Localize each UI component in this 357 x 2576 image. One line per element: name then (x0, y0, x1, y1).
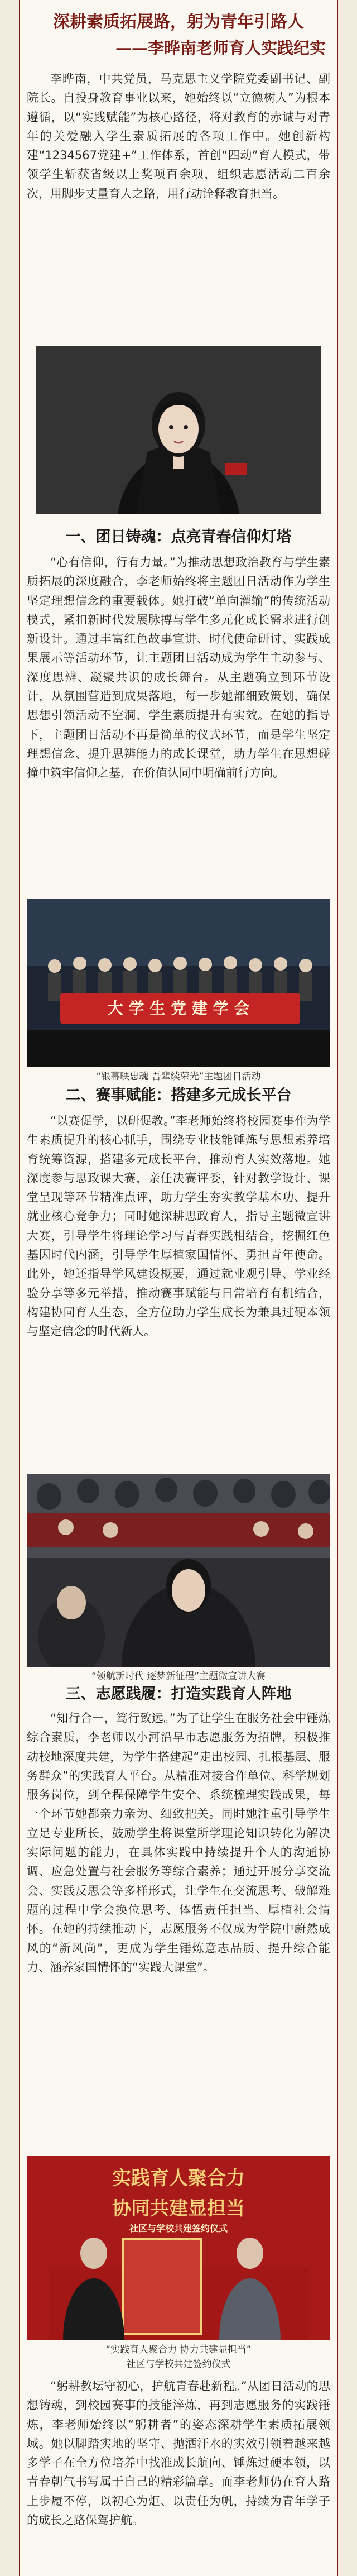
section3-banner-line1: 实践育人聚合力 (112, 2167, 245, 2190)
intro-section (27, 69, 330, 203)
portrait-photo (36, 346, 321, 514)
section3-caption-line1: “实践育人聚合力 协力共建显担当” (105, 2344, 252, 2355)
title-sub: ——李晔南老师育人实践纪实 (115, 39, 326, 58)
section2-body (27, 1111, 330, 1341)
section1-paragraph: “心有信仰，行有力量。”为推动思想政治教育与学生素质拓展的深度融合，李老师始终将主题团日活动作为学生坚定理想信念的重要载体。她打破“单向灌输”的传统活动模式，紧扣新时代发展脉搏与学生多元化成长需求进行创新设计。通过丰富红色故事宣讲、时代使命研讨、实践成果展示等活动环节，让主题团日活动成为学生主动参与、深度思辨、凝聚共识的成长舞台。从主题确立到环节设计，从氛围营造到成果落地，每一步她都细致策划，确保思想引领活动不空洞、学生素质提升有实效。在她的指导下，主题团日活动不再是简单的仪式环节，而是学生坚定理想信念、提升思辨能力的成长课堂，助力学生在思想碰撞中筑牢信仰之基，在价值认同中明确前行方向。 (27, 556, 330, 780)
section1-photo (27, 899, 330, 1067)
closing-paragraph: “躬耕教坛守初心，护航青春赴新程。”从团日活动的思想铸魂，到校园赛事的技能淬炼，再到志愿服务的实践锤炼，李老师始终以“躬耕者”的姿态深耕学生素质拓展领域。她以脚踏实地的坚守、抛洒汗水的实效引领着越来越多学子在全方位培养中找准成长航向、锤炼过硬本领，以青春朝气书写属于自己的精彩篇章。而李老师仍在育人路上步履不停，以初心为炬、以责任为帆，持续为青年学子的成长之路保驾护航。 (27, 2379, 330, 2527)
section1-caption: “银幕映忠魂 吾辈续荣光”主题团日活动 (96, 1071, 261, 1082)
section2-caption: “领航新时代 逐梦新征程”主题微宣讲大赛 (91, 1671, 266, 1682)
section2-photo (27, 1474, 330, 1667)
section3-banner-small: 社区与学校共建签约仪式 (129, 2223, 228, 2234)
section3-paragraph: “知行合一，笃行致远。”为了让学生在服务社会中锤炼综合素质，李老师以小河沿早市志愿服务为招牌，积极推动校地深度共建，为学生搭建起“走出校园、扎根基层、服务群众”的实践育人平台。从精准对接合作单位、科学规划服务岗位，到全程保障学生安全、系统梳理实践成果，每一个环节她都亲力亲为、细致把关。同时她注重引导学生立足专业所长，鼓励学生将课堂所学理论知识转化为解决实际问题的能力，在具体实践中持续提升个人的沟通协调、应急处置与社会服务等综合素养；通过开展分享交流会、实践反思会等多样形式，让学生在交流思考、破解难题的过程中学会换位思考、体悟责任担当、厚植社会情怀。在她的持续推动下，志愿服务不仅成为学院中蔚然成风的“新风尚”，更成为学生锤炼意志品质、提升综合能力、涵养家国情怀的“实践大课堂”。 (27, 1712, 330, 1974)
section3-banner-line2: 协同共建显担当 (112, 2197, 245, 2220)
article-title (19, 11, 338, 59)
section2-heading: 二、赛事赋能：搭建多元成长平台 (65, 1087, 292, 1104)
section1-body (27, 553, 330, 783)
intro-paragraph: 李晔南，中共党员，马克思主义学院党委副书记、副院长。自投身教育事业以来，她始终以“立德树人”为根本遵循，以“实践赋能”为核心路径，将对教育的赤诚与对青年的关爱融入学生素质拓展的各项工作中。她创新构建“1234567党建+”工作体系，首创“四动”育人模式，带领学生斩获省级以上奖项百余项，组织志愿活动二百余次，用脚步丈量育人之路，用行动诠释教育担当。 (27, 72, 330, 200)
section1-heading: 一、团日铸魂：点亮青春信仰灯塔 (65, 528, 292, 546)
closing-section (27, 2377, 330, 2530)
section2-paragraph: “以赛促学，以研促教。”李老师始终将校园赛事作为学生素质提升的核心抓手，围绕专业技能锤炼与思想素养培育统筹资源，搭建多元成长平台，推动育人实效落地。她深度参与思政课大赛，亲任决赛评委，针对教学设计、课堂呈现等环节精准点评，助力学生夯实教学基本功、提升就业核心竞争力；同时她深耕思政育人，指导主题微宣讲大赛，引导学生将理论学习与青春实践相结合，挖掘红色基因时代内涵，引导学生厚植家国情怀、勇担青年使命。此外，她还指导学风建设概要，通过就业观引导、学业经验分享等多元举措，推动赛事赋能与日常培育有机结合，构建协同育人生态，全方位助力学生成长为兼具过硬本领与坚定信念的时代新人。 (27, 1114, 330, 1339)
section3-body (27, 1709, 330, 1977)
section3-photo (27, 2156, 330, 2340)
section3-caption-line2: 社区与学校共建签约仪式 (126, 2359, 231, 2370)
title-main: 深耕素质拓展路，躬为青年引路人 (53, 12, 304, 32)
section1-photo-banner: 大 学 生 党 建 学 会 (107, 999, 250, 1017)
section3-heading: 三、志愿践履：打造实践育人阵地 (65, 1685, 292, 1703)
